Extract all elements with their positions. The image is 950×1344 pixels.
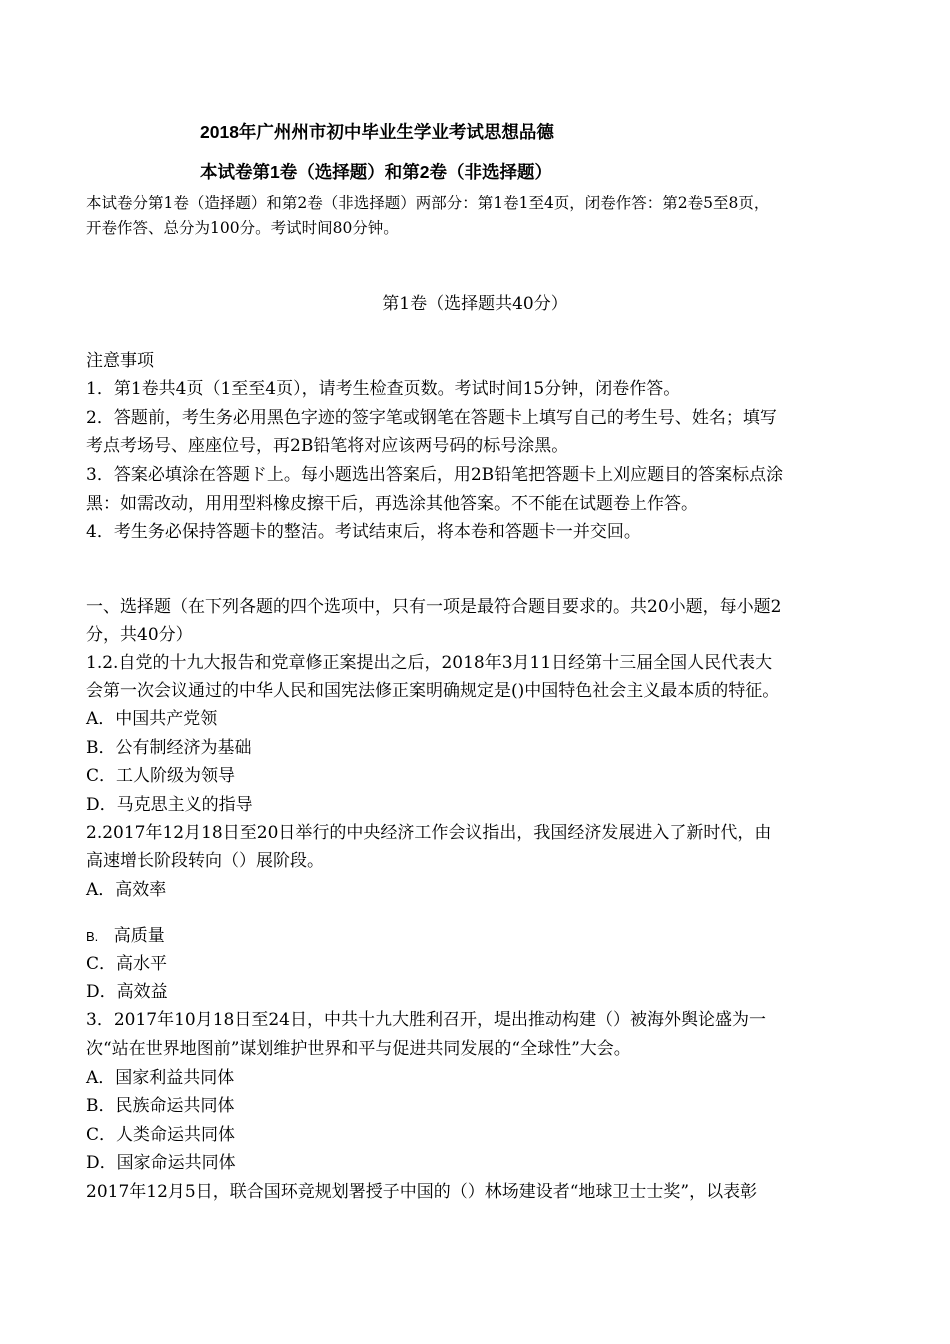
question-2-text: 高速增长阶段转向（）展阶段。 [86, 851, 324, 871]
notes-line: 1．第1卷共4页（1至至4页），请考生检查页数。考试时间15分钟，闭卷作答。 [86, 379, 681, 399]
part-heading: 一、选择题（在下列各题的四个选项中，只有一项是最符合题目要求的。共20小题，每小题2 [86, 597, 782, 617]
question-2-option-d: D．高效益 [86, 982, 168, 1002]
question-3-option-a: A．国家利益共同体 [86, 1068, 235, 1088]
option-letter: B. [86, 929, 99, 944]
question-3-text: 3．2017年10月18日至24日，中共十九大胜利召开，堤出推动构建（）被海外舆论盛为一 [86, 1010, 766, 1030]
question-3-option-b: B．民族命运共同体 [86, 1096, 235, 1116]
part-heading: 分，共40分） [86, 625, 193, 645]
exam-subtitle: 本试卷第1卷（选择题）和第2卷（非选择题） [200, 162, 552, 182]
notes-line: 考点考场号、座座位号，再2B铅笔将对应该两号码的标号涂黑。 [86, 436, 569, 456]
question-2-option-a: A．高效率 [86, 880, 167, 900]
question-3-text: 次“站在世界地图前”谋划维护世界和平与促进共同发展的“全球性”大会。 [86, 1039, 631, 1059]
section-title: 第1卷（选择题共40分） [382, 294, 568, 314]
notes-line: 3．答案必填涂在答题ド上。每小题选出答案后，用2B铅笔把答题卡上刈应题目的答案标点涂 [86, 465, 784, 485]
notes-line: 2．答题前，考生务必用黑色字迹的签字笔或钢笔在答题卡上填写自己的考生号、姓名；填写 [86, 408, 777, 428]
question-1-option-b: B．公有制经济为基础 [86, 738, 252, 758]
intro-line: 本试卷分第1卷（造择题）和第2卷（非选择题）两部分：第1卷1至4页，闭卷作答：第2卷5至8页， [86, 194, 770, 212]
question-2-option-c: C．高水平 [86, 954, 168, 974]
question-1-option-a: A．中国共产党领 [86, 709, 218, 729]
question-1-option-c: C．工人阶级为领导 [86, 766, 236, 786]
exam-title: 2018年广州州市初中毕业生学业考试思想品德 [200, 122, 554, 142]
question-1-option-d: D．马克思主义的指导 [86, 795, 253, 815]
question-1-text: 1.2.自党的十九大报告和党章修正案提出之后，2018年3月11日经第十三届全国人民代表大 [86, 653, 773, 673]
notes-line: 4．考生务必保持答题卡的整洁。考试结束后，将本卷和答题卡一并交回。 [86, 522, 641, 542]
question-3-option-c: C．人类命运共同体 [86, 1125, 236, 1145]
question-2-text: 2.2017年12月18日至20日举行的中央经济工作会议指出，我国经济发展进入了新时代，由 [86, 823, 772, 843]
question-3-option-d: D．国家命运共同体 [86, 1153, 236, 1173]
question-2-option-b [86, 922, 876, 951]
question-4-text: 2017年12月5日，联合国环竞规划署授子中国的（）林场建设者“地球卫士士奖”，以表彰 [86, 1182, 758, 1202]
notes-heading: 注意事项 [86, 351, 154, 371]
option-text: 高质量 [113, 926, 165, 946]
question-1-text: 会第一次会议通过的中华人民和国宪法修正案明确规定是()中国特色社会主义最本质的特征。 [86, 681, 780, 701]
intro-line: 开卷作答、总分为100分。考试时间80分钟。 [86, 219, 399, 237]
notes-line: 黑：如需改动，用用型料橡皮擦干后，再选涂其他答案。不不能在试题卷上作答。 [86, 494, 698, 514]
